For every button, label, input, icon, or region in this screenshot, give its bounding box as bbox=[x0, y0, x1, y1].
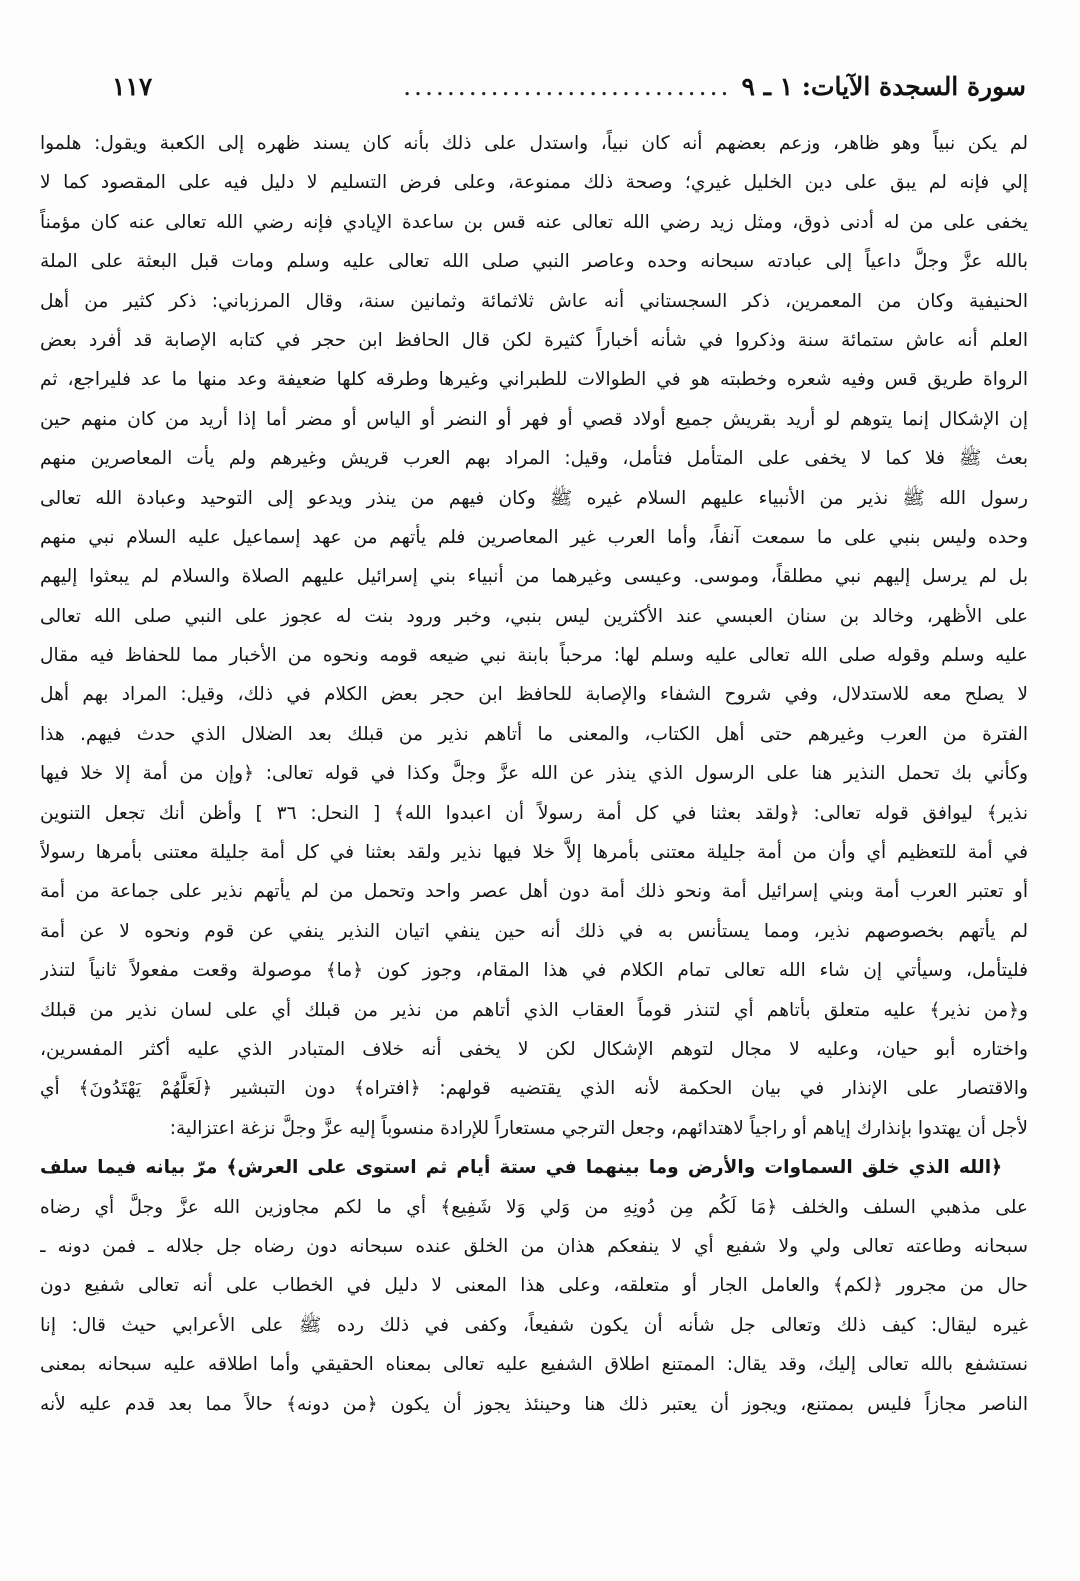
text-line: فليتأمل، وسيأتي إن شاء الله تعالى تمام الكلام في هذا المقام، وجوز كون ﴿ما﴾ موصولة وقعت مفعولاً ثانياً لتنذر bbox=[40, 960, 1028, 982]
text-line: لم يأتهم بخصوصهم نذير، ومما يستأنس به في ذلك أنه حين ينفي اتيان النذير ينفي عن قوم ونحوه لا عن أمة bbox=[40, 920, 1028, 942]
text-line: رسول الله ﷺ نذير من الأنبياء عليهم السلام غيره ﷺ وكان فيهم من ينذر ويدعو إلى التوحيد وعبادة الله تعالى bbox=[40, 487, 1028, 509]
text-line: غيره ليقال: كيف ذلك وتعالى جل شأنه أن يكون شفيعاً، وكفى في ذلك رده ﷺ على الأعرابي حيث قال: إنا bbox=[40, 1314, 1028, 1336]
text-line: عليه وسلم وقوله صلى الله تعالى عليه وسلم لها: مرحباً بابنة نبي ضيعه قومه ونحوه من الأخبار مما للحفاظ فيه مقال bbox=[40, 645, 1028, 667]
body-text bbox=[40, 124, 1028, 1424]
text-line: أو تعتبر العرب أمة وبني إسرائيل أمة ونحو ذلك أمة دون أهل عصر واحد وتحمل من لم يأتهم نذير على جماعة من أمة bbox=[40, 881, 1028, 903]
text-line: نذير﴾ ليوافق قوله تعالى: ﴿ولقد بعثنا في كل أمة رسولاً أن اعبدوا الله﴾ [ النحل: ٣٦ ] وأظن أنك تجعل التنوين bbox=[40, 802, 1028, 824]
text-line: الناصر مجازاً فليس بممتنع، ويجوز أن يعتبر ذلك هنا وحينئذ يجوز أن يكون ﴿من دونه﴾ حالاً مما بعد قدم عليه لأنه bbox=[40, 1393, 1028, 1415]
text-line: نستشفع بالله تعالى إليك، وقد يقال: الممتنع اطلاق الشفيع عليه تعالى بمعناه الحقيقي وأما اطلاقه عليه سبحانه بمعنى bbox=[40, 1354, 1028, 1376]
text-line: يخفى على من له أدنى ذوق، ومثل زيد رضي الله تعالى عنه قس بن ساعدة الإيادي فإنه رضي الله تعالى عنه كان مؤمناً bbox=[40, 211, 1028, 233]
text-line: العلم أنه عاش ستمائة سنة وذكروا في شأنه أخباراً كثيرة لكن قال الحافظ ابن حجر في كتابه الإصابة قد أفرد بعض bbox=[40, 329, 1028, 351]
text-line: الحنيفية وكان من المعمرين، ذكر السجستاني أنه عاش ثلاثمائة وثمانين سنة، وقال المرزباني: ذكر كثير من أهل bbox=[40, 290, 1028, 312]
text-line: لأجل أن يهتدوا بإنذارك إياهم أو راجياً لاهتدائهم، وجعل الترجي مستعاراً للإرادة منسوباً إليه عزَّ وجلَّ نزغة اعتزالية: bbox=[169, 1117, 1028, 1139]
text-line: واختاره أبو حيان، وعليه لا مجال لتوهم الإشكال لكن لا يخفى أنه خلاف المتبادر الذي عليه أكثر المفسرين، bbox=[40, 1038, 1028, 1060]
text-line: وكأني بك تحمل النذير هنا على الرسول الذي ينذر عن الله عزَّ وجلَّ وكذا في قوله تعالى: ﴿وإن من أمة إلا خلا فيها bbox=[40, 763, 1028, 785]
text-line: حال من مجرور ﴿لكم﴾ والعامل الجار أو متعلقه، وعلى هذا المعنى لا دليل في الخطاب على أنه تعالى شفيع دون bbox=[40, 1275, 1028, 1297]
text-line: على الأظهر، وخالد بن سنان العبسي عند الأكثرين ليس بنبي، وخبر ورود بنت له عجوز على النبي صلى الله تعالى bbox=[40, 605, 1028, 627]
text-line: و﴿من نذير﴾ عليه متعلق بأتاهم أي لتنذر قوماً العقاب الذي أتاهم من نذير من قبلك أي على لسان نذير من قبلك bbox=[40, 999, 1028, 1021]
text-line: بعث ﷺ فلا كما لا يخفى على المتأمل فتأمل، وقيل: المراد بهم العرب قريش وغيرهم ولم يأت المعاصرين منهم bbox=[40, 448, 1028, 470]
header-leader-dots: .............................. bbox=[403, 72, 732, 101]
page-number: ١١٧ bbox=[112, 72, 153, 101]
text-line: بل لم يرسل إليهم نبي مطلقاً، وموسى. وعيسى وغيرهما من أنبياء بني إسرائيل عليهم الصلاة والسلام لم يبعثوا إليهم bbox=[40, 566, 1028, 588]
text-line: على مذهبي السلف والخلف ﴿مَا لَكُم مِن دُونِهِ من وَلي وَلا شَفِيع﴾ أي ما لكم مجاوزين الله عزَّ وجلَّ أي رضاه bbox=[40, 1196, 1028, 1218]
text-line: والاقتصار على الإنذار في بيان الحكمة لأنه الذي يقتضيه قولهم: ﴿افتراه﴾ دون التبشير ﴿لَعَلَّهُمْ يَهْتَدُونَ﴾ أي bbox=[40, 1078, 1028, 1100]
running-header bbox=[112, 72, 1026, 112]
text-line: وحده وليس بنبي على ما سمعت آنفاً، وأما العرب غير المعاصرين فلم يأتهم من عهد إسماعيل عليه السلام نبي منهم bbox=[40, 526, 1028, 548]
header-title: سورة السجدة الآيات: ١ ـ ٩ bbox=[741, 72, 1026, 101]
text-line: إن الإشكال إنما يتوهم لو أريد بقريش جميع أولاد قصي أو فهر أو النضر أو الياس أو مضر أما إذا أريد من كان منهم حين bbox=[40, 408, 1028, 430]
text-line: لم يكن نبياً وهو ظاهر، وزعم بعضهم أنه كان نبياً، واستدل على ذلك بأنه كان يسند ظهره إلى الكعبة ويقول: هلموا bbox=[40, 133, 1028, 154]
text-line: إلي فإنه لم يبق على دين الخليل غيري؛ وصحة ذلك ممنوعة، وعلى فرض التسليم لا دليل فيه على المقصود كما لا bbox=[40, 172, 1028, 194]
text-line: الفترة من العرب وغيرهم حتى أهل الكتاب، والمعنى ما أتاهم نذير من قبلك بعد الضلال الذي حدث فيهم. هذا bbox=[40, 723, 1028, 745]
text-line: الرواة طريق قس وفيه شعره وخطبته هو في الطوالات للطبراني وغيرها وطرقه كلها ضعيفة وعد منها ما عد فليراجع، ثم bbox=[40, 369, 1028, 391]
text-line: لا يصلح معه للاستدلال، وفي شروح الشفاء والإصابة للحافظ ابن حجر بعض الكلام في ذلك، وقيل: المراد بهم أهل bbox=[40, 684, 1028, 706]
text-line: في أمة للتعظيم أي وأن من أمة جليلة معتنى بأمرها إلاَّ خلا فيها نذير ولقد بعثنا في كل أمة جليلة معتنى بأمرها رسولاً bbox=[40, 842, 1028, 864]
text-line: بالله عزَّ وجلَّ داعياً إلى عبادته سبحانه وحده وعاصر النبي صلى الله تعالى عليه وسلم ومات قبل البعثة على الملة bbox=[40, 251, 1028, 273]
text-line: ﴿الله الذي خلق السماوات والأرض وما بينهما في ستة أيام ثم استوى على العرش﴾ مرّ بيانه فيما سلف bbox=[40, 1157, 1002, 1179]
text-line: سبحانه وطاعته تعالى ولي ولا شفيع أي لا ينفعكم هذان من الخلق عنده سبحانه دون رضاه جل جلاله ـ فمن دونه ـ bbox=[40, 1235, 1028, 1257]
